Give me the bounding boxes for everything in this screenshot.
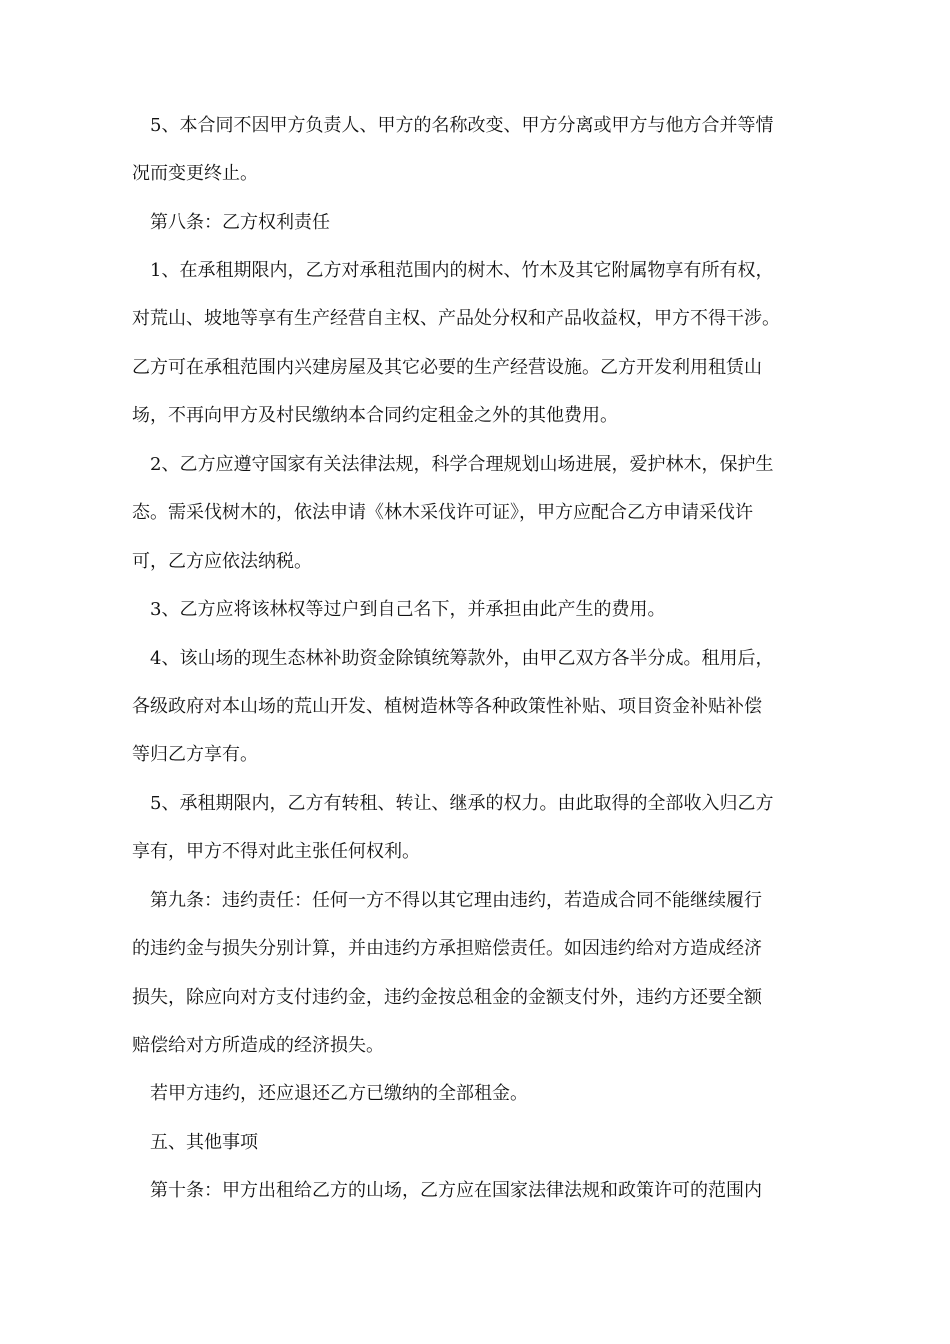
text-line: 5、承租期限内，乙方有转租、转让、继承的权力。由此取得的全部收入归乙方 (150, 793, 774, 814)
text-line: 五、其他事项 (150, 1132, 258, 1153)
text-line: 1、在承租期限内，乙方对承租范围内的树木、竹木及其它附属物享有所有权， (150, 260, 774, 281)
text-line: 的违约金与损失分别计算，并由违约方承担赔偿责任。如因违约给对方造成经济 (132, 938, 762, 959)
text-line: 4、该山场的现生态林补助资金除镇统筹款外，由甲乙双方各半分成。租用后， (150, 648, 774, 669)
text-line: 第九条：违约责任：任何一方不得以其它理由违约，若造成合同不能继续履行 (150, 890, 762, 911)
text-line: 可，乙方应依法纳税。 (132, 551, 312, 572)
text-line: 2、乙方应遵守国家有关法律法规，科学合理规划山场进展，爱护林木，保护生 (150, 454, 774, 475)
text-line: 各级政府对本山场的荒山开发、植树造林等各种政策性补贴、项目资金补贴补偿 (132, 696, 762, 717)
text-line: 赔偿给对方所造成的经济损失。 (132, 1035, 384, 1056)
text-line: 3、乙方应将该林权等过户到自己名下，并承担由此产生的费用。 (150, 599, 666, 620)
text-line: 损失，除应向对方支付违约金，违约金按总租金的金额支付外，违约方还要全额 (132, 987, 762, 1008)
text-line: 等归乙方享有。 (132, 744, 258, 765)
text-line: 第八条：乙方权利责任 (150, 212, 330, 233)
text-line: 享有，甲方不得对此主张任何权利。 (132, 841, 420, 862)
text-line: 况而变更终止。 (132, 163, 258, 184)
text-line: 场，不再向甲方及村民缴纳本合同约定租金之外的其他费用。 (132, 405, 618, 426)
text-line: 乙方可在承租范围内兴建房屋及其它必要的生产经营设施。乙方开发利用租赁山 (132, 357, 762, 378)
text-line: 第十条：甲方出租给乙方的山场，乙方应在国家法律法规和政策许可的范围内 (150, 1180, 762, 1201)
text-line: 若甲方违约，还应退还乙方已缴纳的全部租金。 (150, 1083, 528, 1104)
text-line: 态。需采伐树木的，依法申请《林木采伐许可证》，甲方应配合乙方申请采伐许 (132, 502, 753, 523)
text-line: 对荒山、坡地等享有生产经营自主权、产品处分权和产品收益权，甲方不得干涉。 (132, 308, 780, 329)
text-line: 5、本合同不因甲方负责人、甲方的名称改变、甲方分离或甲方与他方合并等情 (150, 115, 774, 136)
